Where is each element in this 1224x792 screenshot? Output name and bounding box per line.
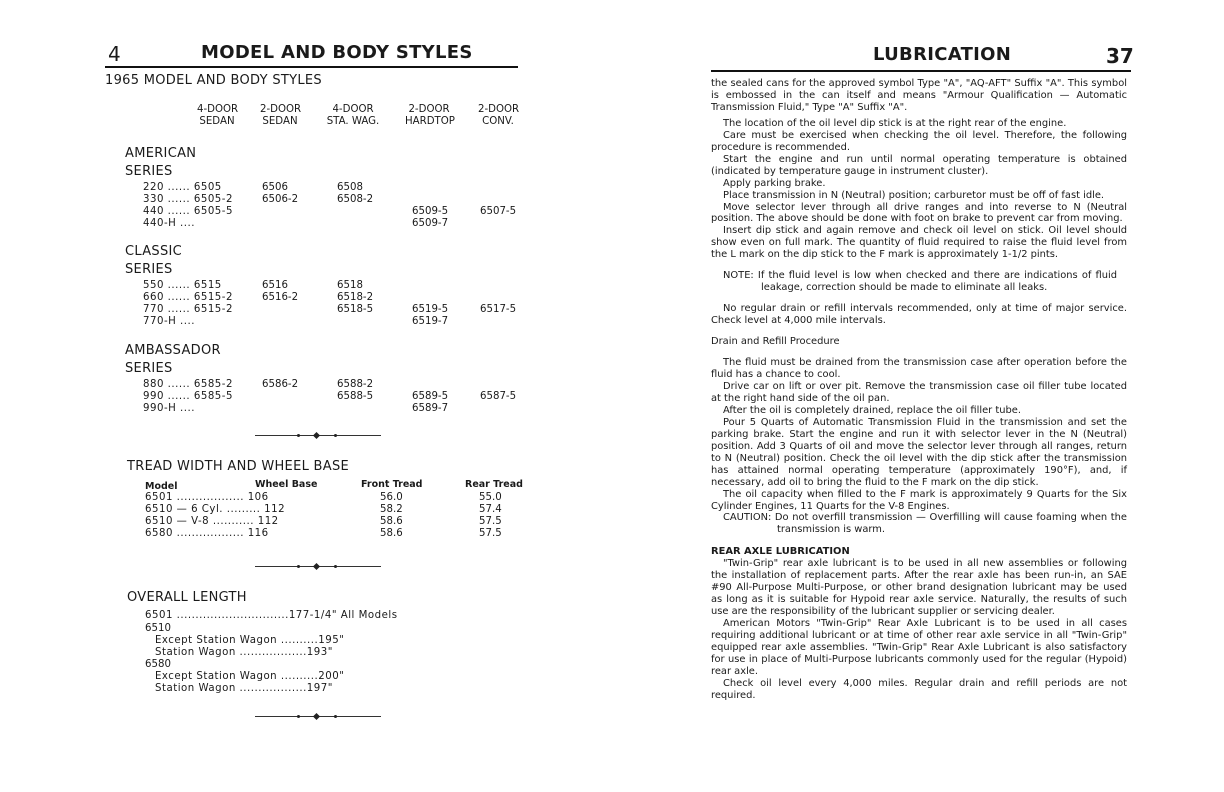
section-title: 1965 MODEL AND BODY STYLES (105, 73, 322, 88)
paragraph: Move selector lever through all drive ranges and into reverse to N (Neutral position. The above should be done with foot on brake to prevent car from moving. (711, 201, 1127, 225)
overall-line: Except Station Wagon ..........195" (155, 635, 345, 646)
tread-cell: 57.5 (479, 516, 502, 527)
model-cell: 6589-5 (412, 391, 449, 402)
paragraph: After the oil is completely drained, replace the oil filler tube. (723, 404, 1021, 416)
paragraph: American Motors "Twin-Grip" Rear Axle Lubricant is to be used in all cases requiring additional lubricant or at time of other rear axle service in all "Twin-Grip" equipped rear axle assemblies. "Twin-Grip" Rear Axle Lubricant is also satisfactory for use in place of Multi-Purpose lubricants commonly used for the regular (Hypoid) rear axle. (711, 618, 1127, 677)
tread-cell: 6510 — 6 Cyl. ......... 112 (145, 504, 286, 515)
overall-line: Station Wagon ..................193" (155, 647, 333, 658)
model-cell: 6589-7 (412, 403, 449, 414)
tread-header-wheelbase: Wheel Base (255, 479, 318, 490)
right-header-rule (711, 70, 1131, 72)
paragraph: "Twin-Grip" rear axle lubricant is to be used in all new assemblies or following the installation of replacement parts. After the rear axle has been run-in, an SAE #90 All-Purpose Multi-Purpose, or other brand designation lubricant may be used as long as it is suitable for Hypoid rear axle service. Naturally, the results of such use are the responsibility of the lubricant supplier or servicing dealer. (711, 558, 1127, 618)
model-cell: 770 ...... 6515-2 (143, 304, 233, 315)
drain-refill-heading: Drain and Refill Procedure (711, 336, 840, 348)
ornament-divider (255, 431, 381, 441)
model-cell: 6518-2 (337, 292, 374, 303)
body-style-header: 4-DOOR STA. WAG. (326, 104, 380, 127)
right-page-header: LUBRICATION (873, 44, 1012, 65)
model-cell: 6586-2 (262, 379, 299, 390)
series-label: SERIES (125, 164, 173, 179)
tread-cell: 58.2 (380, 504, 403, 515)
model-cell: 6588-5 (337, 391, 374, 402)
paragraph: Start the engine and run until normal operating temperature is obtained (indicated by temperature gauge in instrument cluster). (711, 153, 1127, 177)
model-cell: 6509-5 (412, 206, 449, 217)
tread-cell: 6501 .................. 106 (145, 492, 269, 503)
ornament-divider (255, 712, 381, 722)
ornament-divider (255, 562, 381, 572)
overall-line: 6510 (145, 623, 171, 634)
body-style-header: 2-DOOR HARDTOP (405, 104, 455, 127)
paragraph: Drive car on lift or over pit. Remove the transmission case oil filler tube located at the right hand side of the oil pan. (711, 380, 1127, 404)
model-cell: 6506 (262, 182, 288, 193)
model-cell: 550 ...... 6515 (143, 280, 222, 291)
model-cell: 6588-2 (337, 379, 374, 390)
tread-cell: 6580 .................. 116 (145, 528, 269, 539)
tread-cell: 57.4 (479, 504, 502, 515)
note-paragraph: NOTE: If the fluid level is low when checked and there are indications of fluid leakage, correction should be made to eliminate all leaks. (723, 270, 1117, 294)
overall-line: Station Wagon ..................197" (155, 683, 333, 694)
tread-header-model: Model (145, 481, 178, 492)
model-cell: 6516-2 (262, 292, 299, 303)
body-style-header: 4-DOOR SEDAN (197, 104, 239, 127)
paragraph: The fluid must be drained from the transmission case after operation before the fluid has a chance to cool. (711, 357, 1127, 381)
series-label: SERIES (125, 361, 173, 376)
rear-axle-heading: REAR AXLE LUBRICATION (711, 546, 850, 558)
model-cell: 990-H .... (143, 403, 195, 414)
paragraph: The location of the oil level dip stick is at the right rear of the engine. (723, 117, 1067, 129)
paragraph: Place transmission in N (Neutral) position; carburetor must be off of fast idle. (723, 189, 1105, 201)
paragraph: Check oil level every 4,000 miles. Regular drain and refill periods are not required. (711, 677, 1127, 701)
model-cell: 6507-5 (480, 206, 517, 217)
model-cell: 440-H .... (143, 218, 195, 229)
paragraph: the sealed cans for the approved symbol Type "A", "AQ-AFT" Suffix "A". This symbol is embossed in the can itself and means "Armour Qualification — Automatic Transmission Fluid," Type "A" Suffix "A". (711, 78, 1127, 113)
model-cell: 990 ...... 6585-5 (143, 391, 233, 402)
right-page-number: 37 (1106, 44, 1134, 68)
overall-line: 6501 ..............................177-1/4" All Models (145, 610, 398, 621)
series-name: AMBASSADOR (125, 343, 221, 358)
series-name: AMERICAN (125, 146, 197, 161)
series-label: SERIES (125, 262, 173, 277)
model-cell: 6506-2 (262, 194, 299, 205)
model-cell: 6508-2 (337, 194, 374, 205)
body-style-header: 2-DOOR CONV. (478, 104, 520, 127)
left-page-number: 4 (108, 42, 121, 66)
paragraph: Apply parking brake. (723, 177, 826, 189)
model-cell: 330 ...... 6505-2 (143, 194, 233, 205)
tread-cell: 58.6 (380, 516, 403, 527)
model-cell: 880 ...... 6585-2 (143, 379, 233, 390)
model-cell: 6519-7 (412, 316, 449, 327)
paragraph: No regular drain or refill intervals recommended, only at time of major service. Check level at 4,000 mile intervals. (711, 303, 1127, 327)
paragraph: Care must be exercised when checking the oil level. Therefore, the following procedure is recommended. (711, 129, 1127, 153)
overall-title: OVERALL LENGTH (127, 590, 247, 605)
paragraph: The oil capacity when filled to the F mark is approximately 9 Quarts for the Six Cylinder Engines, 11 Quarts for the V-8 Engines. (711, 488, 1127, 512)
model-cell: 6518-5 (337, 304, 374, 315)
paragraph: Insert dip stick and again remove and check oil level on stick. Oil level should show even on full mark. The quantity of fluid required to raise the fluid level from the L mark on the dip stick to the F mark is approximately 1-1/2 pints. (711, 225, 1127, 261)
tread-cell: 57.5 (479, 528, 502, 539)
model-cell: 220 ...... 6505 (143, 182, 222, 193)
tread-cell: 55.0 (479, 492, 502, 503)
overall-line: Except Station Wagon ..........200" (155, 671, 345, 682)
tread-cell: 58.6 (380, 528, 403, 539)
model-cell: 6517-5 (480, 304, 517, 315)
tread-header-rear: Rear Tread (465, 479, 523, 490)
tread-cell: 6510 — V-8 ........... 112 (145, 516, 279, 527)
caution-paragraph: CAUTION: Do not overfill transmission — Overfilling will cause foaming when the transmission is warm. (723, 512, 1127, 536)
model-cell: 6518 (337, 280, 363, 291)
paragraph: Pour 5 Quarts of Automatic Transmission Fluid in the transmission and set the parking brake. Start the engine and run it with selector lever in the N (Neutral) position. Add 3 Quarts of oil and move the selector lever through all ranges, return to N (Neutral) position. Check the oil level with the dip stick after the transmission has attained normal operating temperature (approximately 190°F), and, if necessary, add oil to bring the fluid to the F mark on the dip stick. (711, 416, 1127, 488)
model-cell: 6508 (337, 182, 363, 193)
model-cell: 6587-5 (480, 391, 517, 402)
tread-title: TREAD WIDTH AND WHEEL BASE (127, 459, 350, 474)
tread-cell: 56.0 (380, 492, 403, 503)
model-cell: 770-H .... (143, 316, 195, 327)
left-page-header: MODEL AND BODY STYLES (201, 42, 473, 63)
overall-line: 6580 (145, 659, 171, 670)
model-cell: 6519-5 (412, 304, 449, 315)
lubrication-text (711, 78, 1127, 702)
model-cell: 6516 (262, 280, 288, 291)
tread-header-front: Front Tread (361, 479, 423, 490)
left-header-rule (105, 66, 518, 68)
model-cell: 660 ...... 6515-2 (143, 292, 233, 303)
model-cell: 440 ...... 6505-5 (143, 206, 233, 217)
model-cell: 6509-7 (412, 218, 449, 229)
body-style-header: 2-DOOR SEDAN (260, 104, 302, 127)
series-name: CLASSIC (125, 244, 183, 259)
